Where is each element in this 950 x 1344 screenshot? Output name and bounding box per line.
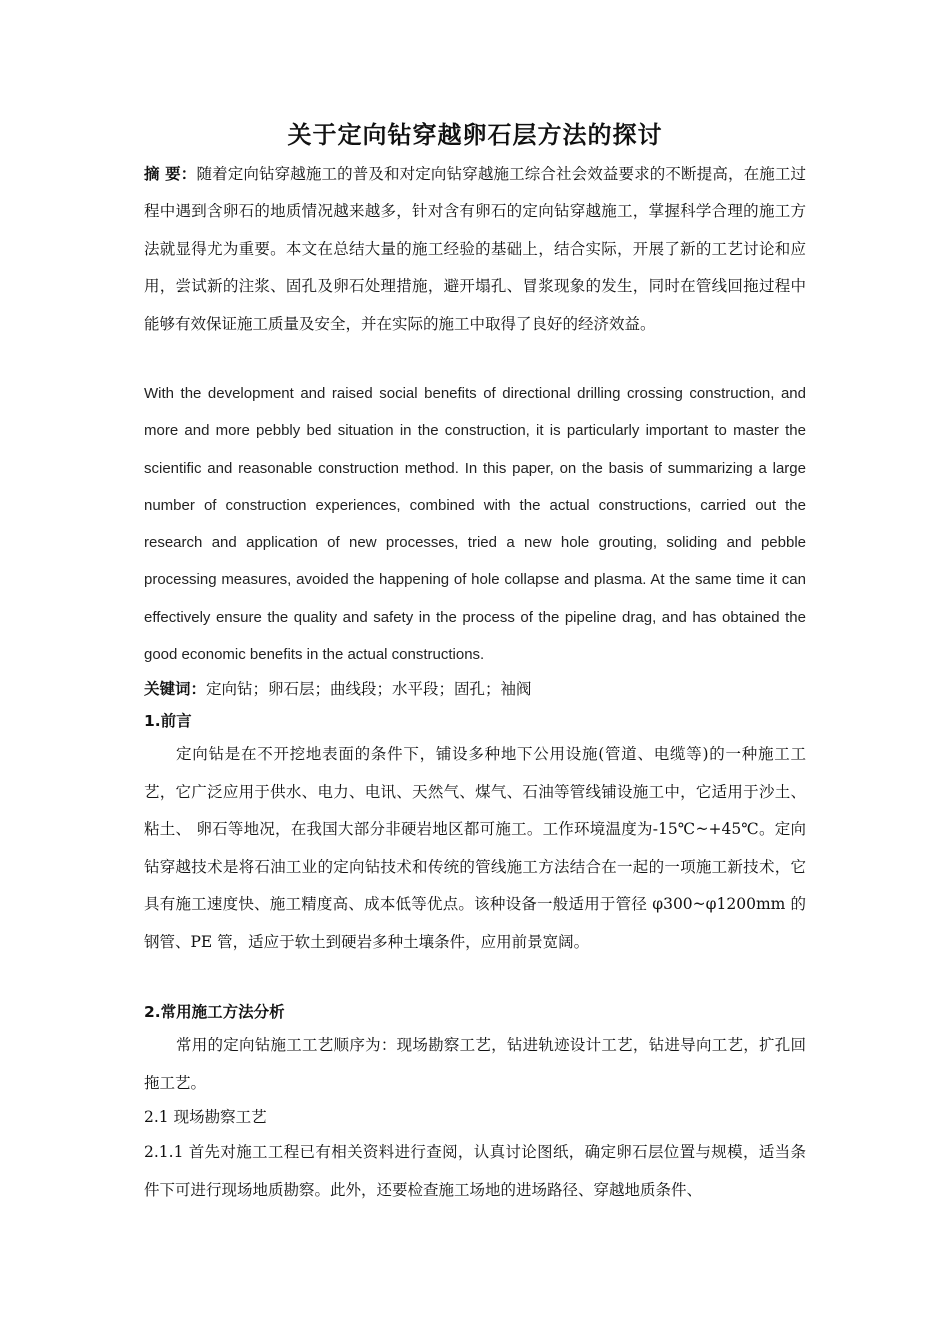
section-2-1-heading: 2.1 现场勘察工艺: [144, 1108, 267, 1126]
abstract-english: With the development and raised social benefits of directional drilling crossing construction, and more and more pebbly bed situation in the construction, it is particularly important to master the scientific and reasonable construction method. In this paper, on the basis of summarizing a large number of construction experiences, combined with the actual constructions, carried out the research and application of new processes, tried a new hole grouting, soliding and pebble processing measures, avoided the happening of hole collapse and plasma. At the same time it can effectively ensure the quality and safety in the process of the pipeline drag, and has obtained the good economic benefits in the actual constructions.: [144, 385, 806, 664]
section-2-paragraph: 常用的定向钻施工工艺顺序为：现场勘察工艺，钻进轨迹设计工艺，钻进导向工艺，扩孔回拖工艺。: [144, 1036, 806, 1092]
document-title: 关于定向钻穿越卵石层方法的探讨: [287, 121, 663, 149]
keywords-text: 定向钻；卵石层；曲线段；水平段；固孔；袖阀: [206, 680, 532, 698]
abstract-chinese: [144, 156, 806, 343]
section-2-1-1-paragraph: 2.1.1 首先对施工工程已有相关资料进行查阅，认真讨论图纸，确定卵石层位置与规模，适当条件下可进行现场地质勘察。此外，还要检查施工场地的进场路径、穿越地质条件、: [144, 1143, 806, 1199]
keywords: [144, 673, 806, 705]
abstract-text: 随着定向钻穿越施工的普及和对定向钻穿越施工综合社会效益要求的不断提高，在施工过程中遇到含卵石的地质情况越来越多，针对含有卵石的定向钻穿越施工，掌握科学合理的施工方法就显得尤为重要。本文在总结大量的施工经验的基础上，结合实际，开展了新的工艺讨论和应用，尝试新的注浆、固孔及卵石处理措施，避开塌孔、冒浆现象的发生，同时在管线回拖过程中能够有效保证施工质量及安全，并在实际的施工中取得了良好的经济效益。: [144, 165, 806, 333]
keywords-label: 关键词：: [144, 680, 207, 698]
section-2-heading: 2.常用施工方法分析: [144, 1003, 285, 1021]
abstract-label: 摘 要：: [144, 165, 197, 183]
section-1-paragraph: 定向钻是在不开挖地表面的条件下，铺设多种地下公用设施(管道、电缆等)的一种施工工艺，它广泛应用于供水、电力、电讯、天然气、煤气、石油等管线铺设施工中，它适用于沙土、粘土、 卵石等地况，在我国大部分非硬岩地区都可施工。工作环境温度为-15℃~+45℃。定向钻穿越技术是将石油工业的定向钻技术和传统的管线施工方法结合在一起的一项施工新技术，它具有施工速度快、施工精度高、成本低等优点。该种设备一般适用于管径 φ300~φ1200mm 的钢管、PE 管，适应于软土到硬岩多种土壤条件，应用前景宽阔。: [144, 745, 806, 951]
section-1-heading: 1.前言: [144, 712, 192, 730]
